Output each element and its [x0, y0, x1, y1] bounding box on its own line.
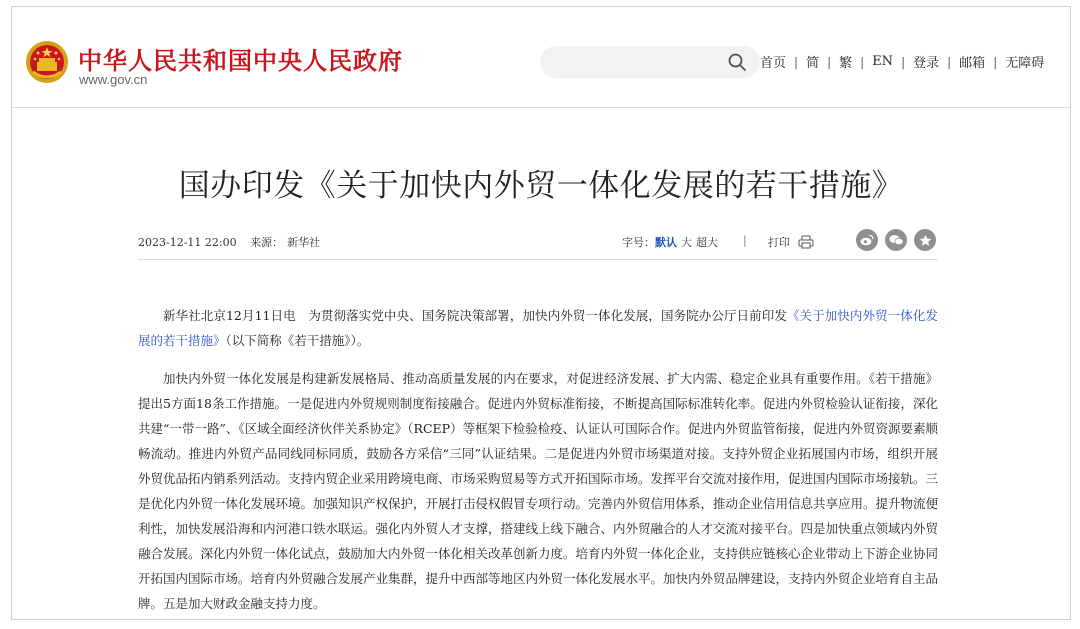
- site-header: [12, 7, 1070, 108]
- favorite-icon[interactable]: [914, 229, 936, 251]
- nav-traditional[interactable]: 繁: [839, 56, 853, 71]
- nav-english[interactable]: EN: [872, 54, 894, 69]
- paragraph-2: 加快内外贸一体化发展是构建新发展格局、推动高质量发展的内在要求，对促进经济发展、扩大内需、稳定企业具有重要作用。《若干措施》提出5方面18条工作措施。一是促进内外贸规则制度衔接融合。促进内外贸标准衔接，不断提高国际标准转化率。促进内外贸检验认证衔接，深化共建“一带一路”、《区域全面经济伙伴关系协定》（RCEP）等框架下检验检疫、认证认可国际合作。促进内外贸监管衔接，促进内外贸资源要素顺畅流动。推进内外贸产品同线同标同质，鼓励各方采信“三同”认证结果。二是促进内外贸市场渠道对接。支持外贸企业拓展国内市场，组织开展外贸优品拓内销系列活动。支持内贸企业采用跨境电商、市场采购贸易等方式开拓国际市场。发挥平台交流对接作用，促进国内国际市场接轨。三是优化内外贸一体化发展环境。加强知识产权保护，开展打击侵权假冒专项行动。完善内外贸信用体系，推动企业信用信息共享应用。提升物流便利性，加快发展沿海和内河港口铁水联运。强化内外贸人才支撑，搭建线上线下融合、内外贸融合的人才交流对接平台。四是加快重点领域内外贸融合发展。深化内外贸一体化试点，鼓励加大内外贸一体化相关改革创新力度。培育内外贸一体化企业，支持供应链核心企业带动上下游企业协同开拓国内国际市场。培育内外贸融合发展产业集群，提升中西部等地区内外贸一体化发展水平。加快内外贸品牌建设，支持内外贸企业培育自主品牌。五是加大财政金融支持力度。: [138, 371, 939, 611]
- meta-info: [138, 234, 330, 250]
- search-box: [540, 46, 760, 78]
- nav-simplified[interactable]: 简: [806, 56, 820, 71]
- search-input[interactable]: [554, 51, 728, 75]
- source-label: 来源：: [250, 236, 284, 249]
- browser-viewport: [11, 6, 1071, 620]
- share-icons: [856, 229, 943, 251]
- font-size-large[interactable]: 大: [681, 236, 692, 249]
- source-value: 新华社: [287, 236, 321, 249]
- weibo-icon[interactable]: [856, 229, 878, 251]
- national-emblem-icon[interactable]: [25, 40, 69, 84]
- print-icon: [798, 235, 814, 249]
- paragraph-text: 新华社北京12月11日电 为贯彻落实党中央、国务院决策部署，加快内外贸一体化发展，国务院办公厅日前印发: [163, 308, 787, 323]
- article-body: [138, 303, 938, 620]
- paragraph-text: （以下简称《若干措施》）。: [225, 333, 370, 348]
- search-icon[interactable]: [727, 52, 747, 72]
- font-size-selector: [622, 234, 722, 250]
- font-size-label: 字号：: [622, 236, 655, 249]
- font-size-xlarge[interactable]: 超大: [696, 236, 718, 249]
- policy-link[interactable]: 《关于加快内外贸一体化发展的若干措施》: [138, 308, 938, 348]
- paragraph-1: [138, 303, 938, 353]
- nav-separator: |: [947, 54, 952, 69]
- nav-separator: |: [993, 54, 998, 69]
- article-meta: [138, 227, 938, 260]
- nav-separator: |: [901, 54, 906, 69]
- nav-separator: |: [827, 54, 832, 69]
- print-button[interactable]: [768, 234, 814, 250]
- print-label: 打印: [768, 236, 790, 249]
- nav-accessibility[interactable]: 无障碍: [1005, 56, 1045, 71]
- nav-mailbox[interactable]: 邮箱: [959, 56, 986, 71]
- wechat-icon[interactable]: [885, 229, 907, 251]
- nav-login[interactable]: 登录: [913, 56, 940, 71]
- nav-home[interactable]: 首页: [760, 56, 787, 71]
- site-title[interactable]: 中华人民共和国中央人民政府: [78, 47, 403, 75]
- top-nav: [752, 52, 1052, 71]
- font-size-default[interactable]: 默认: [655, 236, 677, 249]
- publish-date: 2023-12-11 22:00: [138, 236, 237, 249]
- nav-separator: |: [860, 54, 865, 69]
- nav-separator: |: [794, 54, 799, 69]
- article-title: 国办印发《关于加快内外贸一体化发展的若干措施》: [178, 168, 904, 204]
- meta-separator: |: [743, 234, 747, 247]
- site-url: www.gov.cn: [79, 72, 148, 87]
